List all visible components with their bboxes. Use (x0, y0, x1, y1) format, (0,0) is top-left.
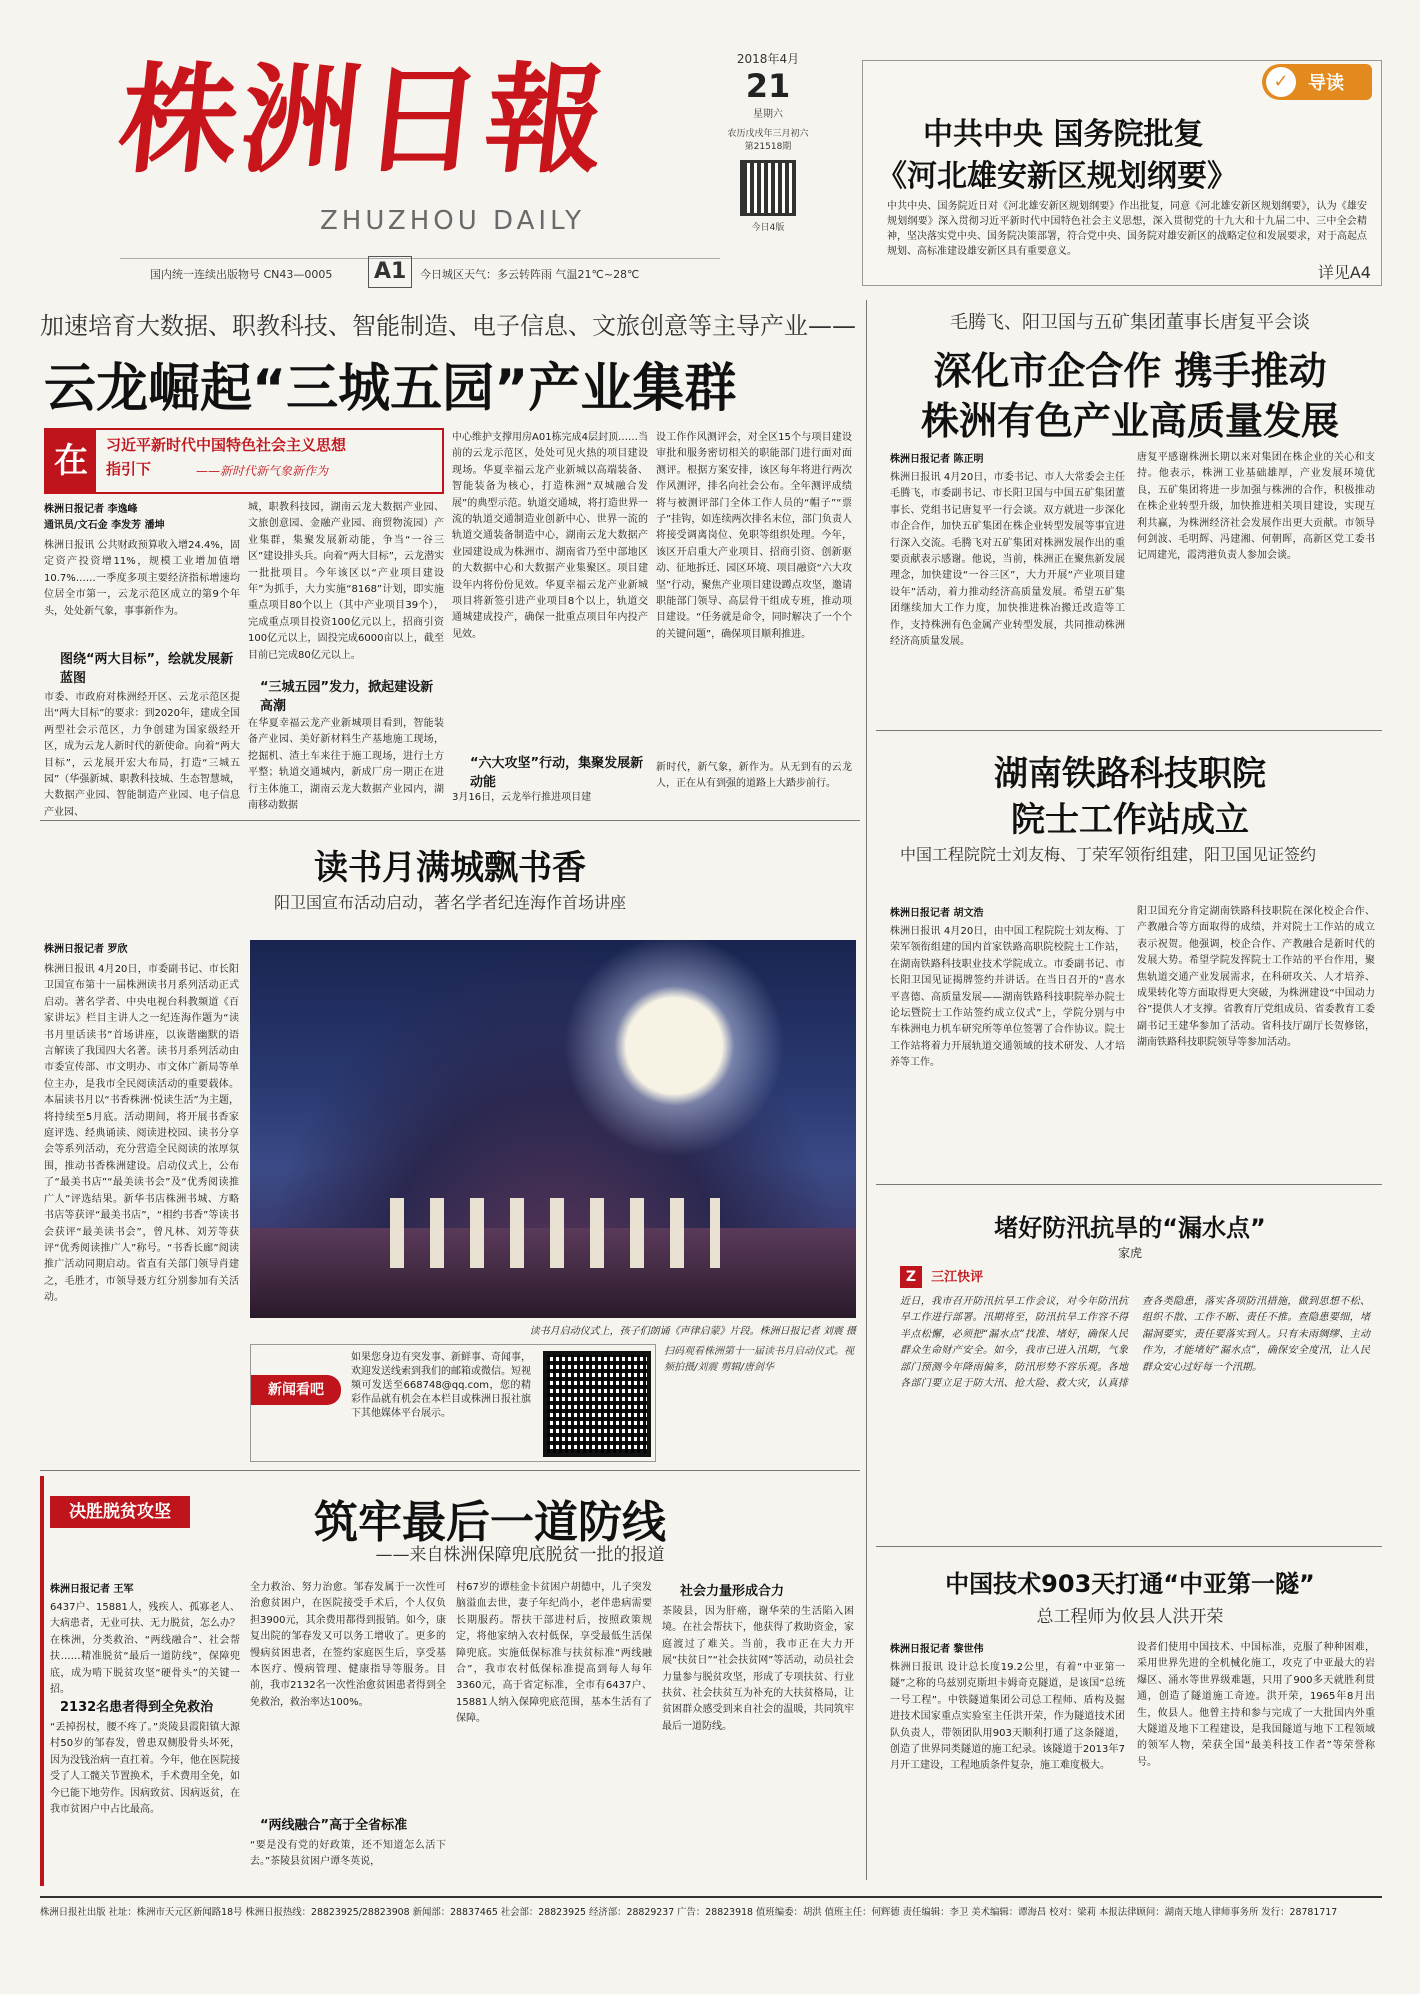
guide-ref[interactable]: 详见A4 (1317, 263, 1371, 282)
railway-byline: 株洲日报记者 胡文浩 (890, 908, 984, 919)
news-box[interactable] (250, 1344, 656, 1462)
tunnel-byline: 株洲日报记者 黎世伟 (890, 1644, 984, 1655)
masthead-date-block (718, 50, 818, 280)
youse-title-1: 深化市企合作 携手推动 (933, 349, 1327, 393)
news-qr[interactable] (543, 1351, 651, 1457)
lead-sub-2: “三城五园”发力，掀起建设新高潮 (260, 680, 434, 714)
poverty-col-3: 村67岁的谭桂金卡贫困户胡德中，儿子突发脑溢血去世，妻子年纪尚小，老伴患病需要长期服药。帮扶干部进村后，按照政策规定，将他家纳入农村低保，享受最低生活保障兜底。实施低保标准与扶贫标准“两线融合”，我市农村低保标准提高到每人每年3360元，高于省定标准，全市有6437户、15881人纳入保障兜底范围，基本生活有了保障。 (456, 1582, 652, 1725)
lead-byline-2: 通讯员/文石金 李发芳 潘坤 (44, 520, 165, 531)
masthead-issue: 第21518期 (744, 142, 792, 152)
poverty-col-2: 全力救治、努力治愈。邹春发属于一次性可治愈贫困户，在医院接受手术后，个人仅负担3900元，其余费用都得到报销。如今，康复出院的邹春发又可以务工增收了。更多的慢病贫困患者，在签约家庭医生后，享受基本医疗、慢病管理、健康指导等服务。目前，我市2132名一次性治愈贫困患者得到全免救治，救治率达100%。 (250, 1582, 446, 1708)
guide-title-1: 中共中央 国务院批复 (923, 117, 1204, 152)
poverty-col-2b: “要是没有党的好政策，还不知道怎么活下去。”茶陵县贫困户谭冬英说， (250, 1840, 446, 1868)
news-video-tag: 扫码观看株洲第十一届读书月启动仪式。视频拍摄/刘震 剪辑/唐剑华 (664, 1346, 854, 1373)
column-author: 家虎 (1117, 1246, 1142, 1260)
footer-text: 株洲日报社出版 社址：株洲市天元区新闻路18号 株洲日报热线：28823925/28823908 新闻部：28837465 社会部：28823925 经济部：28829237 广告：28823918 值班编委：胡洪 值班主任：何辉德 责任编辑：李卫 美术编辑：谭海昌 校对：梁莉 本报法律顾问：湖南天地人律师事务所 发行：28781717 (40, 1907, 1338, 1918)
masthead-pinyin: ZHUZHOU DAILY (320, 206, 585, 236)
railway-col-1: 株洲日报讯 4月20日，由中国工程院院士刘友梅、丁荣军领衔组建的国内首家铁路高职院校院士工作站，在湖南铁路科技职业技术学院成立。市委副书记、市长阳卫国见证揭牌签约并讲话。在当日召开的“喜水平喜德、高质量发展——湖南铁路科技职院举办院士论坛暨院士工作站签约成立仪式”上，学院分别与中车株洲电力机车研究所等单位签署了合作协议。院士工作站将着力开展轨道交通领域的技术研发、人才培养等工作。 (890, 926, 1125, 1069)
news-tag (251, 1375, 341, 1405)
lead-kicker: 加速培育大数据、职教科技、智能制造、电子信息、文旅创意等主导产业—— (40, 312, 856, 340)
poverty-title: 筑牢最后一道防线 (314, 1497, 666, 1548)
lead-sub-1: 图绕“两大目标”，绘就发展新蓝图 (60, 652, 234, 686)
lead-banner-line1: 习近平新时代中国特色社会主义思想 (106, 436, 347, 454)
masthead (40, 30, 680, 300)
reading-deck: 阳卫国宣布活动启动，著名学者纪连海作首场讲座 (273, 893, 626, 912)
poverty-col-1b: “丢掉拐杖，腰不疼了。”炎陵县霞阳镇大源村50岁的邹春发，曾患双侧股骨头坏死，因为没钱治病一直扛着。今年，他在医院接受了人工髋关节置换术，手术费用全免，如今已能下地劳作。因病致贫、因病返贫，在我市贫困户中占比最高。 (50, 1722, 240, 1816)
lead-title: 云龙崛起“三城五园”产业集群 (44, 359, 737, 419)
poverty-col-4: 茶陵县，因为肝癌，谢华荣的生活陷入困境。在社会帮扶下，他获得了救助资金，家庭渡过了难关。当前，我市正在大力开展“扶贫日”“社会扶贫网”等活动，动员社会力量参与脱贫攻坚，形成了专项扶贫、行业扶贫、社会扶贫互为补充的大扶贫格局，让贫困群众感受到来自社会的温暖，共同筑牢最后一道防线。 (662, 1606, 854, 1732)
masthead-date: 2018年4月 (736, 52, 800, 66)
guide-badge[interactable] (1262, 64, 1372, 100)
reading-photo-performers (390, 1198, 720, 1268)
guide-body: 中共中央、国务院近日对《河北雄安新区规划纲要》作出批复，同意《河北雄安新区规划纲要》，认为《雄安规划纲要》深入贯彻习近平新时代中国特色社会主义思想，深入贯彻党的十九大和十九届二中、三中全会精神，坚决落实党中央、国务院决策部署，符合党中央、国务院对雄安新区的战略定位和发展要求，对于高起点规划、高标准建设雄安新区具有重要意义。 (887, 201, 1367, 257)
lead-col2-a: 城，职教科技园，湖南云龙大数据产业园、文旅创意园、金融产业园、商贸物流园）产业集群，集聚发展新动能，争当“一谷三区”建设排头兵。向着“两大目标”，云龙潜实一批批项目。今年该区以“产业项目建设年”为抓手，大力实施“8168”计划，即实施重点项目80个以上（其中产业项目39个），完成重点项目投资100亿元以上，招商引资100亿元以上，固投完成6000亩以上，截至目前已完成80亿元以上。 (248, 502, 444, 661)
youse-byline: 株洲日报记者 陈正明 (890, 454, 984, 465)
tunnel-title: 中国技术903天打通“中亚第一隧” (945, 1570, 1315, 1598)
masthead-weather: 今日城区天气：多云转阵雨 气温21℃~28℃ (420, 268, 640, 281)
column-title: 堵好防汛抗旱的“漏水点” (994, 1214, 1266, 1242)
masthead-logo: 株洲日報 (112, 50, 616, 189)
column-tag-label: 三江快评 (931, 1270, 984, 1285)
guide-title-2: 《河北雄安新区规划纲要》 (877, 159, 1237, 194)
poverty-byline: 株洲日报记者 王军 (50, 1584, 134, 1595)
lead-col4-b: 新时代，新气象，新作为。从无到有的云龙人，正在从有到强的道路上大踏步前行。 (656, 762, 852, 790)
news-wechat-text: 如果您身边有突发事、新鲜事、奇闻事，欢迎发送线索到我们的邮箱或微信。短视频可发送至668748@qq.com，您的精彩作品就有机会在本栏目或株洲日报社旗下其他媒体平台展示。 (351, 1352, 531, 1419)
youse-kicker: 毛腾飞、阳卫国与五矿集团董事长唐复平会谈 (950, 312, 1310, 333)
lead-banner (44, 428, 444, 494)
youse-col-2: 唐复平感谢株洲长期以来对集团在株企业的关心和支持。他表示，株洲工业基础雄厚，产业发展环境优良，五矿集团将进一步加强与株洲的合作，积极推动在株企业转型升级，加快推进相关项目建设，实现互利共赢，为株洲经济社会发展作出更大贡献。市领导何剑波、毛明辉、冯建湘、何朝晖，高新区党工委书记周建光，霞湾港负责人参加会谈。 (1137, 452, 1375, 562)
tunnel-col-2: 设者们使用中国技术、中国标准，克服了种种困难，采用世界先进的全机械化施工，攻克了中亚最大的岩爆区、涌水等世界级难题，只用了900多天就胜利贯通，创造了隧道施工奇迹。洪开荣，1965年8月出生，攸县人。他曾主持和参与完成了一大批国内外重大隧道及地下工程建设，是我国隧道与地下工程领域的领军人物，荣获全国“最美科技工作者”等荣誉称号。 (1137, 1642, 1375, 1768)
masthead-weekday: 星期六 (753, 109, 783, 120)
reading-photo-caption: 读书月启动仪式上，孩子们朗诵《声律启蒙》片段。株洲日报记者 刘震 摄 (529, 1326, 856, 1337)
news-tag-label: 新闻看吧 (268, 1382, 324, 1398)
poverty-tag: 决胜脱贫攻坚 (50, 1496, 190, 1528)
lead-banner-line2: 指引下 (106, 460, 152, 478)
guide-badge-label: 导读 (1308, 73, 1344, 94)
poverty-col-1: 6437户、15881人，残疾人、孤寡老人、大病患者，无业可扶、无力脱贫，怎么办？在株洲，分类救治、“两线融合”、社会帮扶……精准脱贫“最后一道防线”，保障兜底，成为啃下脱贫攻坚“硬骨头”的关键一招。 (50, 1602, 240, 1696)
lead-col1-a: 株洲日报讯 公共财政预算收入增24.4%，固定资产投资增11%，规模工业增加值增10.7%……一季度多项主要经济指标增速均位居全市第一，云龙示范区成立的第9个年头，处处新气象，事事新作为。 (44, 540, 240, 617)
column-tag (900, 1266, 1020, 1288)
lead-banner-char: 在 (46, 430, 96, 492)
masthead-page: A1 (368, 256, 412, 288)
column-tag-icon: Z (900, 1266, 922, 1288)
masthead-serial: 国内统一连续出版物号 CN43—0005 (150, 268, 333, 281)
lead-col4-a: 设工作作风测评会，对全区15个与项目建设审批和服务密切相关的职能部门进行面对面测评。根据方案安排，该区每年将进行两次作风测评，排名向社会公布。全年测评成绩将与被测评部门全体工作人员的“帽子”“票子”挂钩，如连续两次排名末位，部门负责人将接受调离岗位、免职等组织处理。今年，该区开启重大产业项目、招商引资、创新驱动、征地拆迁、园区环境、项目融资“六大攻坚”行动，聚焦产业项目建设蹲点攻坚，邀请职能部门领导、高层骨干组成专班，推动项目建设。“任务就是命令，同时解决了一个个的关键问题”，确保项目顺利推进。 (656, 432, 852, 640)
tunnel-col-1: 株洲日报讯 设计总长度19.2公里，有着“中亚第一隧”之称的乌兹别克斯坦卡姆奇克隧道，是该国“总统一号工程”。中铁隧道集团公司总工程师、盾构及掘进技术国家重点实验室主任洪开荣，作为隧道技术团队负责人，带领团队用903天顺利打通了这条隧道，创造了世界同类隧道的施工纪录。该隧道于2013年7月开工建设，工程地质条件复杂，施工难度极大。 (890, 1662, 1125, 1772)
railway-col-2: 阳卫国充分肯定湖南铁路科技职院在深化校企合作、产教融合等方面取得的成绩，并对院士工作站的成立表示祝贺。他强调，校企合作、产教融合是新时代的发展大势。希望学院发挥院士工作站的平台作用，聚焦轨道交通产业发展需求，在科研攻关、人才培养、成果转化等方面取得更大突破，为株洲建设“中国动力谷”提供人才支撑。省教育厅党组成员、省委教育工委副书记王建华参加了活动。省科技厅副厅长贺修铭，湖南铁路科技职院领导等参加活动。 (1137, 906, 1375, 1049)
poverty-sub-1: 2132名患者得到全免救治 (60, 1700, 214, 1715)
railway-title-1: 湖南铁路科技职院 (994, 754, 1266, 794)
poverty-sub-2: “两线融合”高于全省标准 (260, 1818, 408, 1833)
youse-title-2: 株洲有色产业高质量发展 (920, 399, 1339, 443)
lead-byline-1: 株洲日报记者 李逸峰 (44, 504, 138, 515)
lead-col1-b: 市委、市政府对株洲经开区、云龙示范区提出“两大目标”的要求：到2020年，建成全国两型社会示范区，力争创建为国家级经开区，成为云龙人新时代的新使命。向着“两大目标”，云龙展开宏大布局，打造“三城五园”（华强新城、职教科技城、生态智慧城，大数据产业园、智能制造产业园、电子信息产业园、 (44, 692, 240, 818)
lead-banner-tag: ——新时代新气象新作为 (196, 464, 329, 478)
lead-sub-3: “六大攻坚”行动，集聚发展新动能 (470, 756, 644, 790)
masthead-qr-caption: 今日4版 (751, 223, 785, 233)
poverty-sub-3: 社会力量形成合力 (680, 1584, 785, 1599)
railway-title-2: 院士工作站成立 (1011, 800, 1249, 840)
poverty-deck: ——来自株洲保障兜底脱贫一批的报道 (375, 1545, 665, 1565)
railway-deck: 中国工程院院士刘友梅、丁荣军领衔组建，阳卫国见证签约 (900, 845, 1317, 864)
masthead-qr[interactable] (740, 160, 796, 216)
reading-body: 株洲日报讯 4月20日，市委副书记、市长阳卫国宣布第十一届株洲读书月系列活动正式启动。著名学者、中央电视台科教频道《百家讲坛》栏目主讲人之一纪连海作题为“读书月里话读书”首场讲座，以诙谐幽默的语言解读了我国四大名著。读书月系列活动由市委宣传部、市文明办、市文体广新局等单位主办，是我市全民阅读活动的重要载体。本届读书月以“书香株洲·悦读生活”为主题，将持续至5月底。活动期间，将开展书香家庭评选、经典诵读、阅读进校园、读书分享会等系列活动，充分营造全民阅读的浓厚氛围，推动书香株洲建设。启动仪式上，公布了“最美书店”“最美读书会”及“优秀阅读推广人”评选结果。新华书店株洲书城、方略书店等获评“最美书店”，“相约书香”等读书会获评“最美读书会”，曾凡林、刘芳等获评“优秀阅读推广人”称号。“书香长廊”阅读推广活动同期启动。省直有关部门领导肖建之，毛胜才，市领导聂方红分别参加有关活动。 (44, 964, 239, 1304)
guide-badge-icon: ✓ (1266, 67, 1296, 97)
masthead-lunar: 农历戊戌年三月初六 (727, 129, 809, 139)
column-body: 近日，我市召开防汛抗旱工作会议，对今年防汛抗旱工作进行部署。汛期将至，防汛抗旱工作容不得半点松懈，必须把“漏水点”找准、堵好，确保人民群众生命财产安全。如今，我市已进入汛期，气象部门预测今年降雨偏多，防汛形势不容乐观。各地各部门要立足于防大汛、抢大险、救大灾，认真排查各类隐患，落实各项防汛措施，做到思想不松、组织不散、工作不断、责任不推。查隐患要细，堵漏洞要实，责任要落实到人。只有未雨绸缪、主动作为，才能堵好“漏水点”，确保安全度汛，让人民群众安心过好每一个汛期。 (900, 1296, 1370, 1390)
lead-col2-b: 在华夏幸福云龙产业新城项目看到，智能装备产业园、美好新材料生产基地施工现场，挖掘机、渣土车来往于施工现场，进行土方平整；轨道交通城内，新成厂房一期正在进行主体施工，湖南云龙大数据产业园内，湖南移动数据 (248, 718, 444, 812)
masthead-day: 21 (745, 67, 791, 105)
reading-photo (250, 940, 856, 1318)
tunnel-deck: 总工程师为攸县人洪开荣 (1036, 1607, 1224, 1627)
youse-col-1: 株洲日报讯 4月20日，市委书记、市人大常委会主任毛腾飞，市委副书记、市长阳卫国与中国五矿集团董事长、党组书记唐复平一行会谈。双方就进一步深化市企合作，加快五矿集团在株企业转型发展等事宜进行深入交流。毛腾飞对五矿集团对株洲发展作出的重要贡献表示感谢。他说，当前，株洲正在聚焦新发展理念，加快建设“一谷三区”，大力开展“产业项目建设年”活动，着力推动经济高质量发展。希望五矿集团继续加大工作力度，加快推进株冶搬迁改造等工作，支持株洲有色金属产业转型发展，共同推动株洲经济高质量发展。 (890, 472, 1125, 648)
lead-col3-a: 中心维护支撑用房A01栋完成4层封顶……当前的云龙示范区，处处可见火热的项目建设现场。华夏幸福云龙产业新城以高端装备、智能装备为核心，打造株洲“双城融合发展”的典型示范。轨道交通城，将打造世界一流的轨道交通制造业创新中心、世界一流的轨道交通装备制造中心，湖南云龙大数据产业园建设成为株洲市、湖南省乃至中部地区的大数据中心和大数据产业集聚区。项目建设年内将份份见效。华夏幸福云龙产业新城项目将新签引进产业项目8个以上，轨道交通城建成投产，确保一批重点项目年内投产见效。 (452, 432, 648, 640)
reading-byline: 株洲日报记者 罗欣 (44, 944, 128, 955)
lead-col3-b: 3月16日，云龙举行推进项目建 (452, 792, 592, 803)
reading-title: 读书月满城飘书香 (314, 848, 586, 888)
